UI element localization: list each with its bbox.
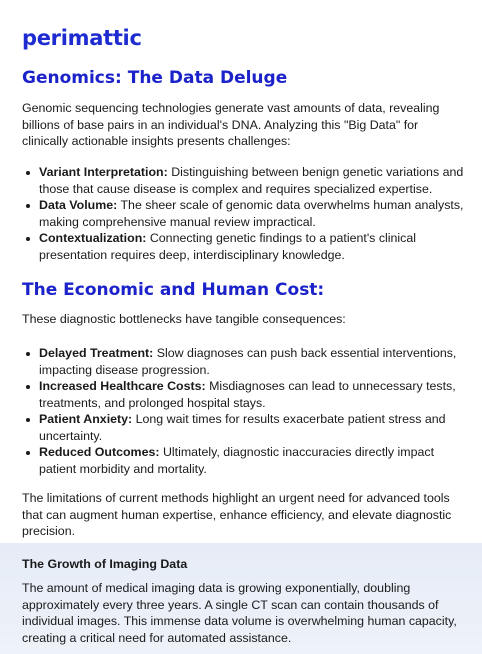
list-item-term: Increased Healthcare Costs: [39, 379, 206, 393]
list-item-term: Delayed Treatment: [39, 346, 154, 360]
economic-conclusion: The limitations of current methods highlight an urgent need for advanced tools that can augment human expertise, enhance efficiency, and elevate diagnostic precision. [22, 491, 452, 538]
imaging-data-callout [0, 543, 482, 654]
list-item-text: The sheer scale of genomic data overwhelms human analysts, making comprehensive manual review impractical. [39, 198, 464, 229]
list-item [22, 197, 466, 230]
list-item [22, 444, 466, 477]
list-item-term: Variant Interpretation: [39, 165, 168, 179]
callout-title: The Growth of Imaging Data [22, 557, 188, 571]
list-item-term: Data Volume: [39, 198, 118, 212]
list-item-text: Ultimately, diagnostic inaccuracies directly impact patient morbidity and mortality. [39, 445, 435, 476]
list-item [22, 411, 466, 444]
genomics-intro: Genomic sequencing technologies generate vast amounts of data, revealing billions of base pairs in an individual's DNA. Analyzing this "Big Data" for clinically actionable insights presents challenges: [22, 101, 440, 148]
list-item-text: Slow diagnoses can push back essential interventions, impacting disease progression. [39, 346, 457, 377]
economic-consequences-list [22, 345, 466, 477]
list-item-text: Distinguishing between benign genetic variations and those that cause disease is complex and requires specialized expertise. [39, 165, 464, 196]
economic-intro: These diagnostic bottlenecks have tangible consequences: [22, 312, 346, 326]
genomics-heading: Genomics: The Data Deluge [22, 68, 288, 88]
list-item [22, 378, 466, 411]
list-item-text: Long wait times for results exacerbate patient stress and uncertainty. [39, 412, 446, 443]
list-item [22, 230, 466, 263]
brand-logo: perimattic [22, 26, 142, 50]
list-item-term: Reduced Outcomes: [39, 445, 160, 459]
list-item-text: Connecting genetic findings to a patient's clinical presentation requires deep, interdisciplinary knowledge. [39, 231, 417, 262]
economic-heading: The Economic and Human Cost: [22, 280, 325, 300]
list-item-text: Misdiagnoses can lead to unnecessary tests, treatments, and prolonged hospital stays. [39, 379, 456, 410]
list-item-term: Contextualization: [39, 231, 147, 245]
list-item-term: Patient Anxiety: [39, 412, 133, 426]
callout-body: The amount of medical imaging data is growing exponentially, doubling approximately every three years. A single CT scan can contain thousands of individual images. This immense data volume is overwhelming human capacity, creating a critical need for automated assistance. [22, 581, 457, 645]
genomics-challenges-list [22, 164, 466, 263]
list-item [22, 345, 466, 378]
list-item [22, 164, 466, 197]
